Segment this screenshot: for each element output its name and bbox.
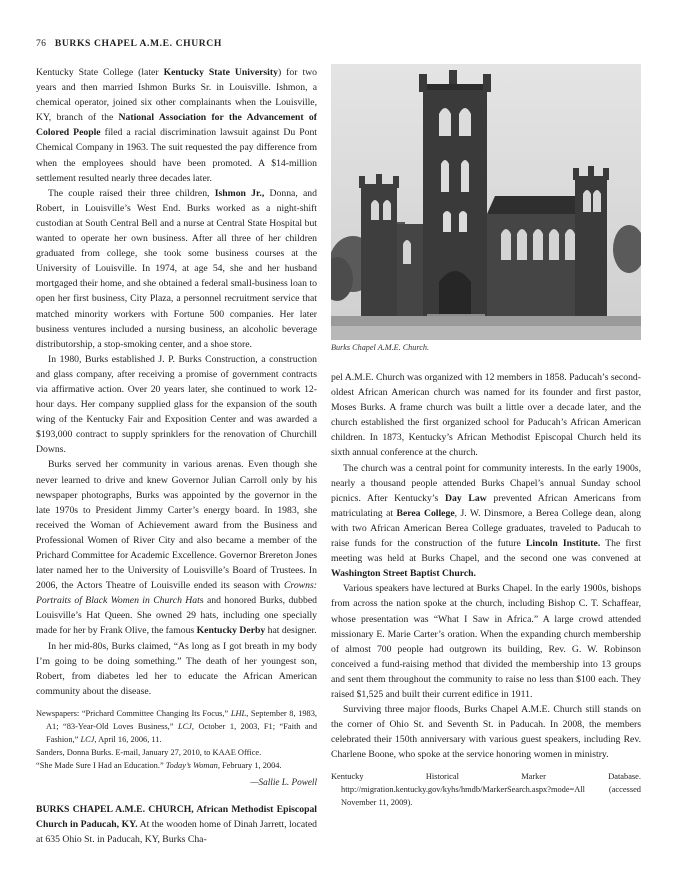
- reference: Kentucky Historical Marker Database. http://migration.kentucky.gov/kyhs/hmdb/MarkerSearch.aspx?mode=All (accessed November 11, 2009).: [331, 772, 641, 808]
- italic-title: LHL: [230, 708, 247, 718]
- church-illustration: [331, 64, 641, 340]
- paragraph: [331, 581, 641, 702]
- bold-term: Washington Street Baptist Church.: [331, 568, 476, 580]
- left-tower: [359, 174, 399, 316]
- bold-term: Ishmon Jr.,: [214, 187, 265, 199]
- text-run: Surviving three major floods, Burks Chapel A.M.E. Church still stands on the corner of Ohio St. and Seventh St. in Paducah. In 2008, the members celebrated their 150th anniversary with various guest speakers, including Rev. Charlene Boone, who spoke at the service honoring women in ministry.: [331, 704, 641, 761]
- text-run: Various speakers have lectured at Burks Chapel. In the early 1900s, bishops from across the nation spoke at the church, including Bishop C. T. Schaffear, whose presentation was “What I Saw in Africa.” A large crowd attended missionary E. Marie Carter’s oration. When the expanding church membership of almost 700 people had outgrown its building, Rev. G. W. Robinson conceived a fund-raising method that divided the membership into 13 groups and sent them throughout the community to raise no less than $100 each. They raised $1,525 and built their current edifice in 1911.: [331, 583, 641, 700]
- text-run: “She Made Sure I Had an Education.”: [36, 760, 166, 770]
- text-run: The first meeting was held at Burks Chapel, and the second one was convened at: [331, 538, 642, 565]
- entry-heading-paragraph: [36, 802, 317, 847]
- text-run: The church was a central point for community interests. In the early 1900s, nearly a thousand people attended Burks Chapel’s annual Sunday school picnics. After Kentucky’s: [331, 462, 641, 504]
- entry-heading: BURKS CHAPEL A.M.E. CHURCH, African Methodist Episcopal Church in Paducah, KY.: [36, 804, 317, 831]
- text-run: Kentucky State College (later: [36, 67, 164, 78]
- text-run: In 1980, Burks established J. P. Burks Construction, a construction and glass company, after receiving a promise of government contracts via affirmative action. Over 20 years later, she continued to work 12-hour days. Her company supplied glass for the expansion of the south wing of the Kentucky Fair and Exposition Center and was awarded a $193,000 contract to supply sprinklers for the renovation of Churchill Downs.: [36, 353, 317, 456]
- paragraph: [331, 702, 641, 762]
- paragraph: [36, 186, 317, 352]
- text-run: , October 1, 2003, F1; “Faith and Fashion,”: [46, 721, 318, 744]
- italic-title: LCJ: [177, 721, 192, 731]
- italic-title: Crowns: Portraits of Black Women in Church Hat: [36, 580, 317, 607]
- bold-term: Kentucky State University: [163, 67, 278, 78]
- text-run: Burks served her community in various arenas. Even though she never learned to drive and knew Governor Julian Carroll only by his newspaper photographs, Burks was appointed by the governor in the late 1970s to President Jimmy Carter’s energy board. In 1983, she received the Woman of Achievement award from the Business and Professional Women of River City and also became a member of the Prichard Committee for Academic Excellence. Governor Brereton Jones later named her to the University of Louisville’s Board of Trustees. In 2006, the Actors Theatre of Louisville ended its season with: [36, 459, 317, 592]
- front-entrance: [439, 271, 471, 316]
- text-run: , April 16, 2006, 11.: [94, 734, 162, 744]
- text-run: , September 8, 1983, A1; “83-Year-Old Loves Business,”: [46, 708, 317, 731]
- text-run: The couple raised their three children,: [48, 187, 215, 199]
- photo-caption: Burks Chapel A.M.E. Church.: [331, 343, 430, 352]
- paragraph: [331, 461, 641, 582]
- running-head: [36, 38, 222, 49]
- text-run: Newspapers: “Prichard Committee Changing Its Focus,”: [36, 708, 231, 718]
- running-title: BURKS CHAPEL A.M.E. CHURCH: [54, 38, 222, 49]
- text-run: ) for two years and then married Ishmon Burks Sr. in Louisville. Ishmon, a chemical operator, joined six other complainants when the Louisville, KY, branch of the: [36, 67, 317, 124]
- bold-term: Kentucky Derby: [196, 625, 266, 637]
- paragraph: [36, 457, 317, 638]
- paragraph: [36, 639, 317, 699]
- church-photo: [331, 64, 641, 340]
- paragraph: [36, 352, 317, 458]
- bold-term: Berea College: [396, 507, 455, 519]
- page-number: 76: [36, 38, 47, 49]
- bold-term: Day Law: [445, 492, 487, 504]
- text-run: pel A.M.E. Church was organized with 12 members in 1858. Paducah’s second-oldest African American church was named for its founder and first pastor, Moses Burks. A frame church was built a little over a decade later, and the church established the first organized school for Paducah’s African American children. In 1873, Kentucky’s African Methodist Episcopal Church held its sixth annual conference at the church.: [331, 372, 641, 459]
- text-run: , February 1, 2004.: [217, 760, 282, 770]
- italic-title: LCJ: [80, 734, 95, 744]
- text-run: filed a racial discrimination lawsuit against Du Pont Chemical Company in 1963. The suit requested the pay difference from when the employees should have been promoted. A $14-million settlement resulted nearly three decades later.: [36, 127, 317, 184]
- text-run: prevented African Americans from matriculating at: [331, 492, 641, 519]
- bold-term: National Association for the Advancement of Colored People: [36, 112, 317, 139]
- reference: [36, 707, 317, 746]
- text-run: s and honored Burks, dubbed Louisville’s Hat Queen. She owned 29 hats, including one specially made for her by Frank Olive, the famous: [36, 595, 317, 637]
- text-run: hat designer.: [265, 625, 317, 637]
- italic-title: Today’s Woman: [165, 760, 218, 770]
- left-column: [36, 65, 317, 847]
- text-run: At the wooden home of Dinah Jarrett, located at 635 Ohio St. in Paducah, KY, Burks Cha-: [36, 819, 317, 846]
- text-run: In her mid-80s, Burks claimed, “As long as I got breath in my body I’m going to be doing something.” The death of her youngest son, Robert, from diabetes led her to educate the African American community about the disease.: [36, 640, 317, 697]
- right-column: [331, 370, 641, 809]
- reference: [36, 759, 317, 772]
- paragraph: [331, 370, 641, 461]
- author-signature: —Sallie L. Powell: [250, 776, 317, 787]
- bold-term: Lincoln Institute.: [525, 538, 601, 550]
- right-tower: [573, 166, 609, 316]
- text-run: Donna, and Robert, in Louisville’s West End. Burks worked as a night-shift custodian at South Central Bell and a nurse at Central State Hospital but wanted to operate her own business. After all three of her children graduated from college, she took some business courses at the University of Louisville. In 1974, at age 54, she and her husband mortgaged their home, and she obtained a federal small-business loan to open her first business, City Plaza, a personnel recruitment service that matched minority workers with Fortune 500 companies. Her later business ventures included a nursing business, an alcoholic beverage distributorship, a stop-smoking center, and a shoe store.: [36, 187, 317, 350]
- reference: Sanders, Donna Burks. E-mail, January 27, 2010, to KAAE Office.: [36, 747, 262, 757]
- text-run: , J. W. Dinsmore, a Berea College dean, along with two African American Berea College graduates, traveled to Paducah to raise funds for the construction of the future: [331, 507, 642, 550]
- paragraph: [36, 65, 317, 186]
